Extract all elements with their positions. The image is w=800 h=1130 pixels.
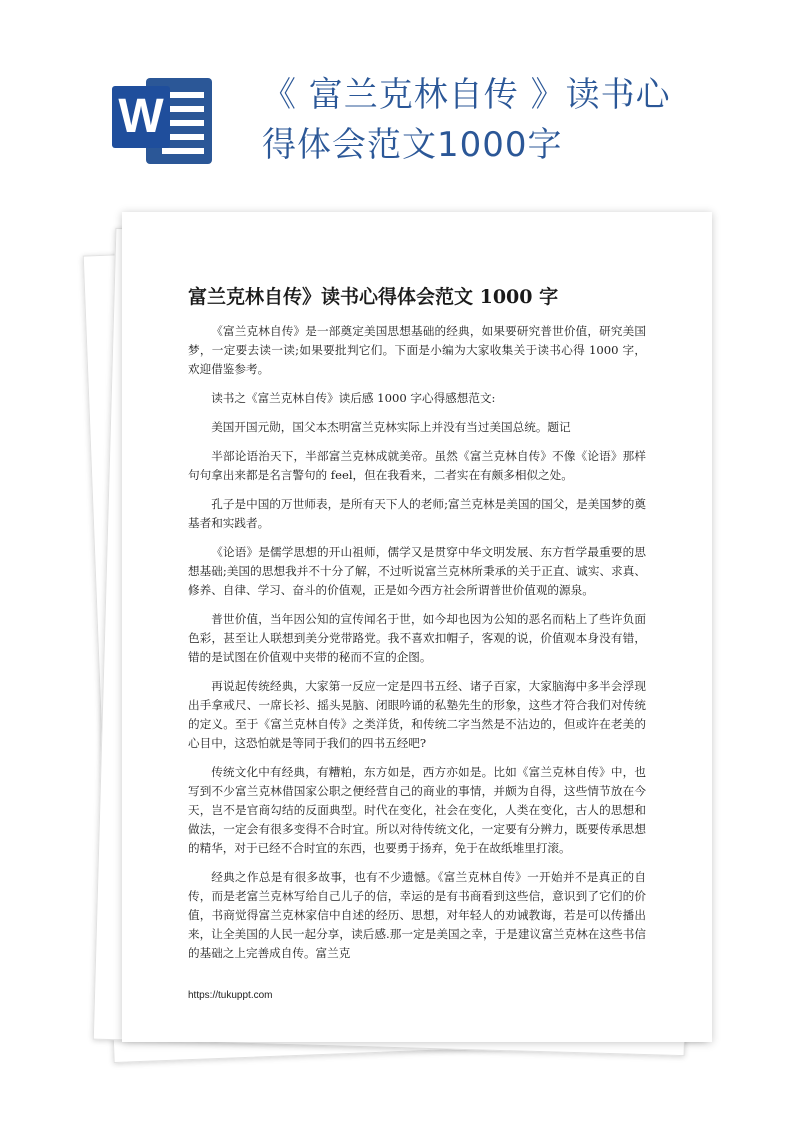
word-document-icon bbox=[112, 72, 216, 168]
body-paragraph: 经典之作总是有很多故事，也有不少遗憾。《富兰克林自传》一开始并不是真正的自传，而是老富兰克林写给自己儿子的信，幸运的是有书商看到这些信，意识到了它们的价值，书商觉得富兰克林家信中自述的经历、思想，对年轻人的劝诫教诲，若是可以传播出来，让全美国的人民一起分享，读后感.那一定是美国之幸，于是建议富兰克林在这些书信的基础之上完善成自传。富兰克 bbox=[188, 870, 646, 960]
body-paragraph: 传统文化中有经典，有糟粕，东方如是，西方亦如是。比如《富兰克林自传》中，也写到不少富兰克林借国家公职之便经营自己的商业的事情，并颇为自得，这些情节放在今天，岂不是官商勾结的反面典型。时代在变化，社会在变化，人类在变化，古人的思想和做法，一定会有很多变得不合时宜。所以对待传统文化，一定要有分辨力，既要传承思想的精华，对于已经不合时宜的东西，也要勇于扬弃，免于在故纸堆里打滚。 bbox=[188, 765, 646, 855]
body-paragraph: 《论语》是儒学思想的开山祖师，儒学又是贯穿中华文明发展、东方哲学最重要的思想基础;美国的思想我并不十分了解，不过听说富兰克林所秉承的关于正直、诚实、求真、修养、自律、学习、奋斗的价值观，正是如今西方社会所谓普世价值观的源泉。 bbox=[188, 545, 646, 597]
document-body bbox=[188, 322, 646, 973]
footer-url: https://tukuppt.com bbox=[188, 990, 273, 1001]
document-title: 富兰克林自传》读书心得体会范文 1000 字 bbox=[188, 286, 559, 308]
body-paragraph: 美国开国元勋，国父本杰明富兰克林实际上并没有当过美国总统。题记 bbox=[211, 420, 571, 434]
body-paragraph: 半部论语治天下，半部富兰克林成就美帝。虽然《富兰克林自传》不像《论语》那样句句拿出来都是名言警句的 feel，但在我看来，二者实在有颇多相似之处。 bbox=[188, 449, 646, 482]
word-letter-badge: W bbox=[112, 86, 170, 148]
document-page bbox=[122, 212, 712, 1042]
body-paragraph: 《富兰克林自传》是一部奠定美国思想基础的经典，如果要研究普世价值，研究美国梦，一定要去读一读;如果要批判它们。下面是小编为大家收集关于读书心得 1000 字，欢迎借鉴参考。 bbox=[188, 324, 646, 376]
banner-title: 《 富兰克林自传 》读书心得体会范文1000字 bbox=[262, 75, 671, 165]
body-paragraph: 孔子是中国的万世师表，是所有天下人的老师;富兰克林是美国的国父，是美国梦的奠基者和实践者。 bbox=[188, 497, 646, 530]
body-paragraph: 读书之《富兰克林自传》读后感 1000 字心得感想范文: bbox=[211, 391, 496, 405]
body-paragraph: 再说起传统经典，大家第一反应一定是四书五经、诸子百家，大家脑海中多半会浮现出手拿戒尺、一席长衫、摇头晃脑、闭眼吟诵的私塾先生的形象，这些才符合我们对传统的定义。至于《富兰克林自传》之类洋货，和传统二字当然是不沾边的，但或许在老美的心目中，这恐怕就是等同于我们的四书五经吧? bbox=[188, 679, 646, 750]
body-paragraph: 普世价值，当年因公知的宣传闻名于世，如今却也因为公知的恶名而粘上了些许负面色彩，甚至让人联想到美分党带路党。我不喜欢扣帽子，客观的说，价值观本身没有错，错的是试图在价值观中夹带的秘而不宣的企图。 bbox=[188, 612, 646, 664]
